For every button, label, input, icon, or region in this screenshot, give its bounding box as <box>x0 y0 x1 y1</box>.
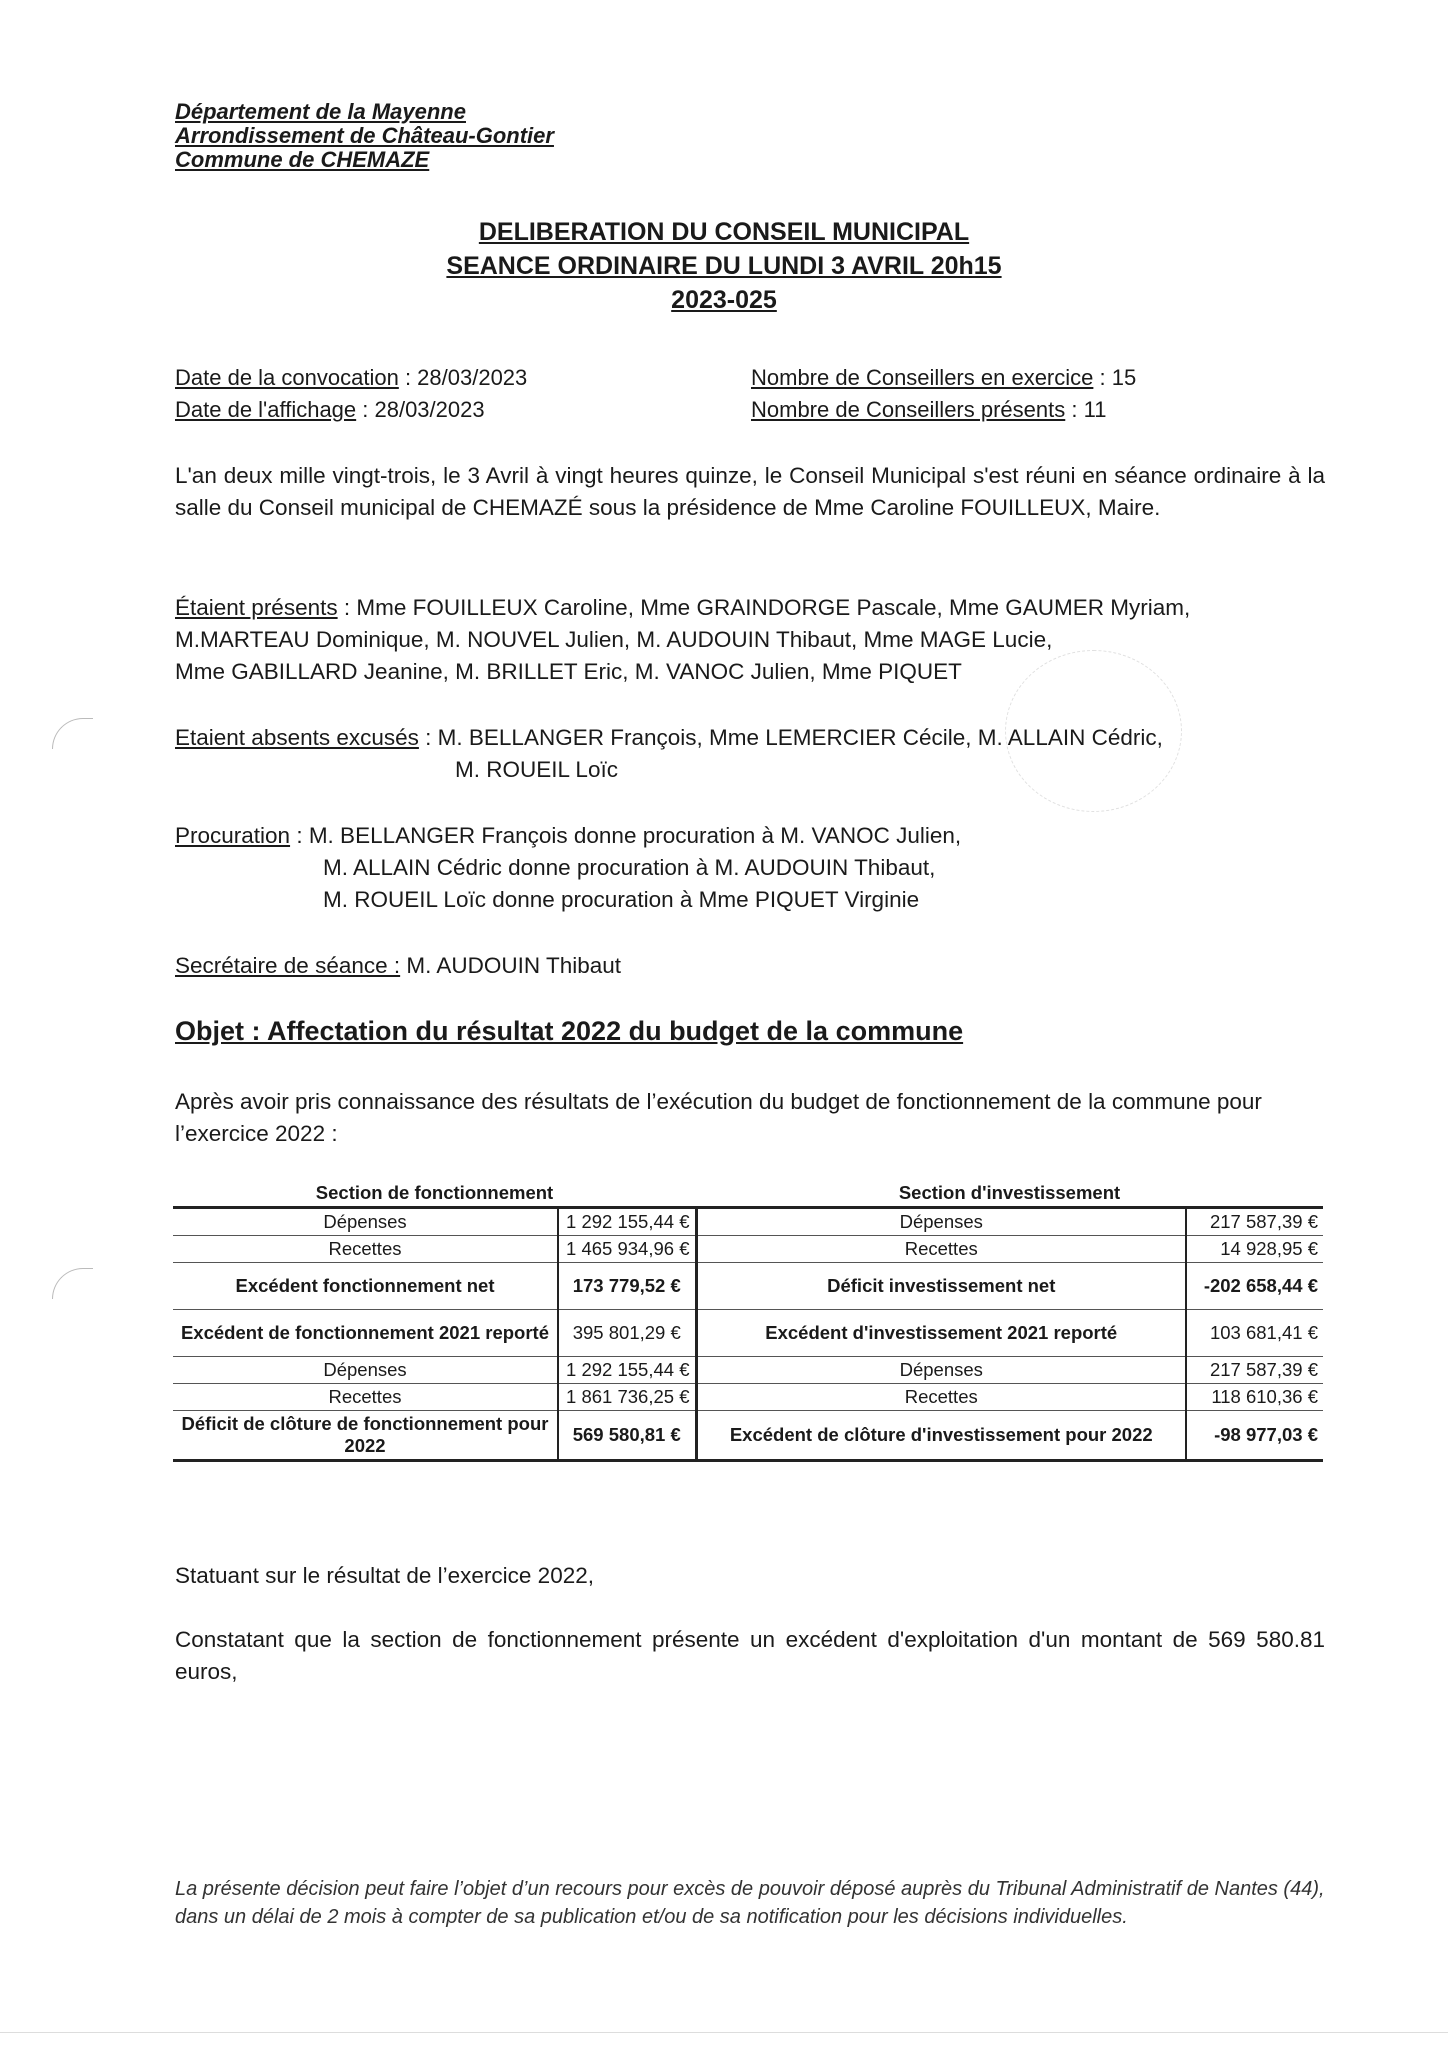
table-row <box>173 1263 1323 1310</box>
constatant-paragraph: Constatant que la section de fonctionnement présente un excédent d'exploitation d'un montant de 569 580.81 euros, <box>175 1627 1325 1684</box>
section-investissement-header: Section d'investissement <box>696 1180 1323 1208</box>
left-label: Excédent de fonctionnement 2021 reporté <box>173 1310 558 1357</box>
right-value: 14 928,95 € <box>1186 1236 1323 1263</box>
intro-paragraph: L'an deux mille vingt-trois, le 3 Avril à vingt heures quinze, le Conseil Municipal s'est réuni en séance ordinaire à la salle du Conseil municipal de CHEMAZÉ sous la présidence de Mme Caroline FOUILLEUX, Maire. <box>175 463 1325 520</box>
convocation-value: : 28/03/2023 <box>398 365 528 390</box>
budget-results-table <box>173 1180 1323 1462</box>
right-value: 217 587,39 € <box>1186 1357 1323 1384</box>
left-value: 569 580,81 € <box>558 1411 696 1461</box>
presents-count-label: Nombre de Conseillers présents <box>751 397 1066 422</box>
exercice-value: : 15 <box>1093 365 1137 390</box>
section-fonctionnement-header: Section de fonctionnement <box>173 1180 696 1208</box>
left-label: Excédent fonctionnement net <box>173 1263 558 1310</box>
conseillers-presents <box>751 394 1136 426</box>
left-label: Dépenses <box>173 1357 558 1384</box>
header-commune: Commune de CHEMAZE <box>175 147 430 172</box>
procuration-line-1 <box>175 820 1325 852</box>
right-label: Recettes <box>696 1236 1186 1263</box>
administrative-header <box>175 100 554 172</box>
table-row <box>173 1384 1323 1411</box>
bottom-divider <box>0 2032 1448 2033</box>
procuration-line-3: M. ROUEIL Loïc donne procuration à Mme PIQUET Virginie <box>323 887 920 912</box>
after-object-paragraph: Après avoir pris connaissance des résultats de l’exécution du budget de fonctionnement de la commune pour l’exercice 2022 : <box>175 1089 1262 1146</box>
absents-block <box>175 722 1325 786</box>
date-convocation <box>175 362 527 394</box>
right-label: Dépenses <box>696 1357 1186 1384</box>
presents-line-3: Mme GABILLARD Jeanine, M. BRILLET Eric, M. VANOC Julien, Mme PIQUET <box>175 659 962 684</box>
secretaire-value: M. AUDOUIN Thibaut <box>400 953 622 978</box>
procuration-line1-text: : M. BELLANGER François donne procuration à M. VANOC Julien, <box>290 823 962 848</box>
right-label: Recettes <box>696 1384 1186 1411</box>
presents-line-2: M.MARTEAU Dominique, M. NOUVEL Julien, M. AUDOUIN Thibaut, Mme MAGE Lucie, <box>175 627 1053 652</box>
procuration-label: Procuration <box>175 823 291 848</box>
right-value: -98 977,03 € <box>1186 1411 1323 1461</box>
affichage-label: Date de l'affichage <box>175 397 357 422</box>
absents-line-2: M. ROUEIL Loïc <box>455 757 618 782</box>
left-value: 395 801,29 € <box>558 1310 696 1357</box>
presents-line-1 <box>175 592 1325 624</box>
right-value: 103 681,41 € <box>1186 1310 1323 1357</box>
procuration-line-2: M. ALLAIN Cédric donne procuration à M. AUDOUIN Thibaut, <box>323 855 936 880</box>
presents-label: Étaient présents <box>175 595 338 620</box>
left-label: Recettes <box>173 1384 558 1411</box>
table-row <box>173 1357 1323 1384</box>
exercice-label: Nombre de Conseillers en exercice <box>751 365 1094 390</box>
right-label: Déficit investissement net <box>696 1263 1186 1310</box>
secretaire-label: Secrétaire de séance : <box>175 953 401 978</box>
object-heading: Objet : Affectation du résultat 2022 du budget de la commune <box>175 1016 964 1046</box>
convocation-label: Date de la convocation <box>175 365 399 390</box>
presents-block <box>175 592 1325 688</box>
title-deliberation: DELIBERATION DU CONSEIL MUNICIPAL <box>478 218 970 246</box>
table-row <box>173 1236 1323 1263</box>
date-affichage <box>175 394 527 426</box>
table-row <box>173 1310 1323 1357</box>
margin-mark <box>52 1268 93 1299</box>
right-value: 118 610,36 € <box>1186 1384 1323 1411</box>
right-label: Excédent d'investissement 2021 reporté <box>696 1310 1186 1357</box>
left-label: Dépenses <box>173 1208 558 1236</box>
left-value: 173 779,52 € <box>558 1263 696 1310</box>
header-departement: Département de la Mayenne <box>175 99 466 124</box>
left-value: 1 465 934,96 € <box>558 1236 696 1263</box>
legal-recourse-note: La présente décision peut faire l’objet d’un recours pour excès de pouvoir déposé auprès du Tribunal Administratif de Nantes (44), dans un délai de 2 mois à compter de sa publication et/ou de sa notification pour les décisions individuelles. <box>175 1878 1325 1928</box>
table-header-row <box>173 1180 1323 1208</box>
header-arrondissement: Arrondissement de Château-Gontier <box>175 123 554 148</box>
left-label: Déficit de clôture de fonctionnement pour 2022 <box>173 1411 558 1461</box>
presents-count-value: : 11 <box>1065 397 1107 422</box>
left-label: Recettes <box>173 1236 558 1263</box>
left-value: 1 861 736,25 € <box>558 1384 696 1411</box>
absents-line1-text: : M. BELLANGER François, Mme LEMERCIER Cécile, M. ALLAIN Cédric, <box>418 725 1163 750</box>
margin-mark <box>52 718 93 749</box>
conseillers-exercice <box>751 362 1136 394</box>
document-title <box>0 215 1448 317</box>
absents-label: Etaient absents excusés <box>175 725 419 750</box>
absents-line-1 <box>175 722 1325 754</box>
title-seance: SEANCE ORDINAIRE DU LUNDI 3 AVRIL 20h15 <box>446 252 1002 280</box>
affichage-value: : 28/03/2023 <box>356 397 485 422</box>
counts-block <box>751 362 1136 426</box>
right-label: Dépenses <box>696 1208 1186 1236</box>
table-row <box>173 1411 1323 1461</box>
right-value: 217 587,39 € <box>1186 1208 1323 1236</box>
right-value: -202 658,44 € <box>1186 1263 1323 1310</box>
statuant-paragraph: Statuant sur le résultat de l’exercice 2022, <box>175 1563 594 1588</box>
dates-block <box>175 362 527 426</box>
presents-line1-text: : Mme FOUILLEUX Caroline, Mme GRAINDORGE Pascale, Mme GAUMER Myriam, <box>337 595 1191 620</box>
right-label: Excédent de clôture d'investissement pour 2022 <box>696 1411 1186 1461</box>
left-value: 1 292 155,44 € <box>558 1208 696 1236</box>
left-value: 1 292 155,44 € <box>558 1357 696 1384</box>
secretaire-line <box>175 950 1325 982</box>
procuration-block <box>175 820 1325 916</box>
title-number: 2023-025 <box>671 286 777 314</box>
table-row <box>173 1208 1323 1236</box>
